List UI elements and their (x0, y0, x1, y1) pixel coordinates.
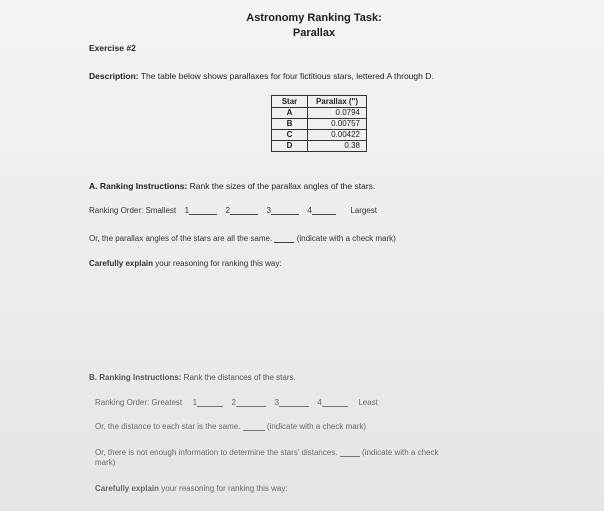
ranking-blank-3[interactable] (271, 205, 299, 215)
section-a-all-same (89, 233, 396, 243)
explain-text: your reasoning for ranking this way: (153, 259, 282, 268)
description-label: Description: (89, 71, 139, 81)
table-header-row (272, 96, 367, 108)
slot-number: 4 (317, 398, 322, 407)
table-row (272, 141, 367, 152)
description (89, 71, 434, 81)
section-a-instructions-text: Rank the sizes of the parallax angles of the stars. (187, 181, 376, 191)
section-b-instructions-text: Rank the distances of the stars. (181, 373, 296, 382)
not-enough-info-check-blank[interactable] (340, 447, 360, 457)
not-enough-info-text: Or, there is not enough information to determine the stars' distances. (95, 448, 338, 457)
slot-number: 1 (192, 398, 198, 407)
all-same-check-blank[interactable] (274, 233, 294, 243)
column-header-parallax: Parallax (") (308, 96, 367, 108)
ranking-order-label: Ranking Order: Smallest (89, 206, 177, 215)
section-a-instructions (89, 181, 375, 191)
table-row (272, 108, 367, 119)
table-row (272, 119, 367, 130)
parallax-cell: 0.38 (308, 141, 367, 152)
explain-label: Carefully explain (95, 484, 160, 493)
slot-number: 3 (266, 206, 271, 215)
all-same-hint: (indicate with a check mark) (296, 234, 396, 243)
section-b-explain (95, 484, 288, 493)
star-cell: B (272, 119, 308, 130)
explain-text: your reasoning for ranking this way: (159, 484, 288, 493)
all-same-text: Or, the parallax angles of the stars are all the same. (89, 234, 273, 243)
page-subtitle: Parallax (292, 27, 336, 39)
ranking-blank-1[interactable] (189, 205, 217, 215)
parallax-cell: 0.0794 (308, 108, 367, 119)
ranking-end-label: Least (358, 398, 378, 407)
section-a-instructions-label: A. Ranking Instructions: (89, 181, 188, 191)
star-cell: C (272, 130, 308, 141)
star-cell: A (272, 108, 308, 119)
ranking-order-label: Ranking Order: Greatest (95, 398, 183, 407)
star-cell: D (272, 141, 308, 152)
not-enough-info-hint-continued: mark) (95, 458, 116, 467)
parallax-cell: 0.00757 (308, 119, 367, 130)
section-b-all-same (95, 421, 366, 431)
ranking-blank-4[interactable] (322, 397, 348, 407)
slot-number: 3 (274, 398, 279, 407)
parallax-table (271, 95, 367, 152)
section-b-instructions-label: B. Ranking Instructions: (89, 373, 182, 382)
all-same-check-blank[interactable] (243, 421, 265, 431)
exercise-number: Exercise #2 (89, 43, 136, 53)
slot-number: 2 (231, 398, 236, 407)
section-b-instructions (89, 373, 296, 382)
ranking-blank-2[interactable] (230, 205, 258, 215)
ranking-blank-3[interactable] (279, 397, 309, 407)
all-same-hint: (indicate with a check mark) (266, 422, 367, 431)
ranking-blank-4[interactable] (312, 205, 336, 215)
description-text: The table below shows parallaxes for four fictitious stars, lettered A through D. (138, 71, 434, 81)
section-b-not-enough-info (95, 447, 439, 457)
ranking-blank-2[interactable] (236, 397, 266, 407)
explain-label: Carefully explain (89, 259, 154, 268)
all-same-text: Or, the distance to each star is the same. (95, 422, 241, 431)
page-title: Astronomy Ranking Task: (246, 12, 382, 24)
section-a-ranking-order (89, 205, 377, 215)
slot-number: 1 (184, 206, 190, 215)
slot-number: 2 (225, 206, 230, 215)
slot-number: 4 (307, 206, 312, 215)
ranking-end-label: Largest (350, 206, 377, 215)
not-enough-info-hint: (indicate with a check (362, 448, 439, 457)
column-header-star: Star (272, 96, 308, 108)
table-row (272, 130, 367, 141)
parallax-cell: 0.00422 (308, 130, 367, 141)
section-a-explain (89, 259, 282, 268)
ranking-blank-1[interactable] (197, 397, 223, 407)
section-b-ranking-order (95, 397, 378, 407)
